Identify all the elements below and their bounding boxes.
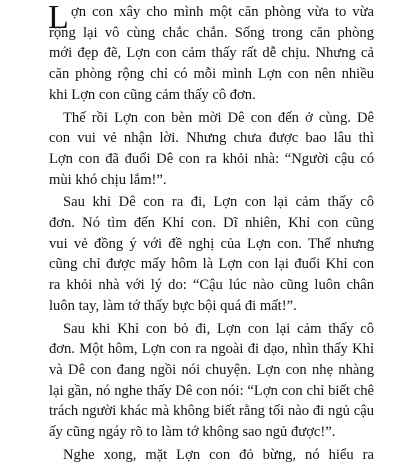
text-line: Nghe xong, mặt Lợn con đỏ bừng, nó hiểu ra — [63, 446, 374, 463]
paragraph-2 — [49, 108, 374, 191]
text-line: lại gần, nó nghe thấy Dê con nói: “Lợn con chỉ biết chê — [49, 382, 374, 399]
text-line: Sau khi Dê con ra đi, Lợn con lại cảm thấy cô — [63, 194, 374, 211]
text-line: luôn tay, làm tớ thấy bực bội quá đi mất!”. — [49, 297, 297, 314]
text-line: rộng lại vô cùng chắc chắn. Sống trong căn phòng — [49, 24, 374, 41]
paragraph-5 — [49, 445, 374, 466]
text-line: Thế rồi Lợn con bèn mời Dê con đến ở cùng. Dê — [63, 109, 374, 126]
text-line: khi Lợn con cũng cảm thấy cô đơn. — [49, 86, 256, 103]
text-line: cũng chỉ được mấy hôm là Lợn con lại đuổi Khỉ con — [49, 256, 374, 273]
story-text — [49, 2, 374, 467]
text-line: và Dê con đang ngồi nói chuyện. Lợn con nhẹ nhàng — [49, 361, 374, 378]
text-line: ra khỏi nhà với lý do: “Cậu lúc nào cũng luôn chân — [49, 277, 374, 294]
text-line: Lợn con đã đuổi Dê con ra khỏi nhà: “Người cậu có — [49, 150, 374, 167]
text-line: ợn con xây cho mình một căn phòng vừa to vừa — [71, 4, 374, 20]
text-line: Sau khi Khỉ con bỏ đi, Lợn con lại cảm thấy cô — [63, 320, 374, 337]
text-line: mùi khó chịu lắm!”. — [49, 171, 167, 188]
text-line: con vui vẻ nhận lời. Nhưng chưa được bao lâu thì — [49, 130, 374, 147]
text-line: căn phòng rộng chỉ có mỗi mình Lợn con nên nhiều — [49, 66, 374, 83]
paragraph-4 — [49, 319, 374, 443]
text-line: vui vẻ đồng ý với đề nghị của Lợn con. Thế nhưng — [49, 235, 374, 252]
paragraph-1 — [49, 2, 374, 106]
drop-cap-letter: L — [48, 0, 69, 36]
text-line: trách người khác mà không biết rằng tối nào đi ngủ cậu — [49, 403, 374, 420]
text-line: mới đẹp đẽ, Lợn con cảm thấy rất dễ chịu. Nhưng cả — [49, 45, 374, 62]
paragraph-3 — [49, 192, 374, 316]
text-line: đơn. Nó tìm đến Khỉ con. Dĩ nhiên, Khỉ con cũng — [49, 215, 374, 232]
text-line: đơn. Một hôm, Lợn con ra ngoài đi dạo, nhìn thấy Khỉ — [49, 341, 374, 358]
text-line: ấy cũng ngáy rõ to làm tớ không sao ngủ được!”. — [49, 424, 336, 441]
